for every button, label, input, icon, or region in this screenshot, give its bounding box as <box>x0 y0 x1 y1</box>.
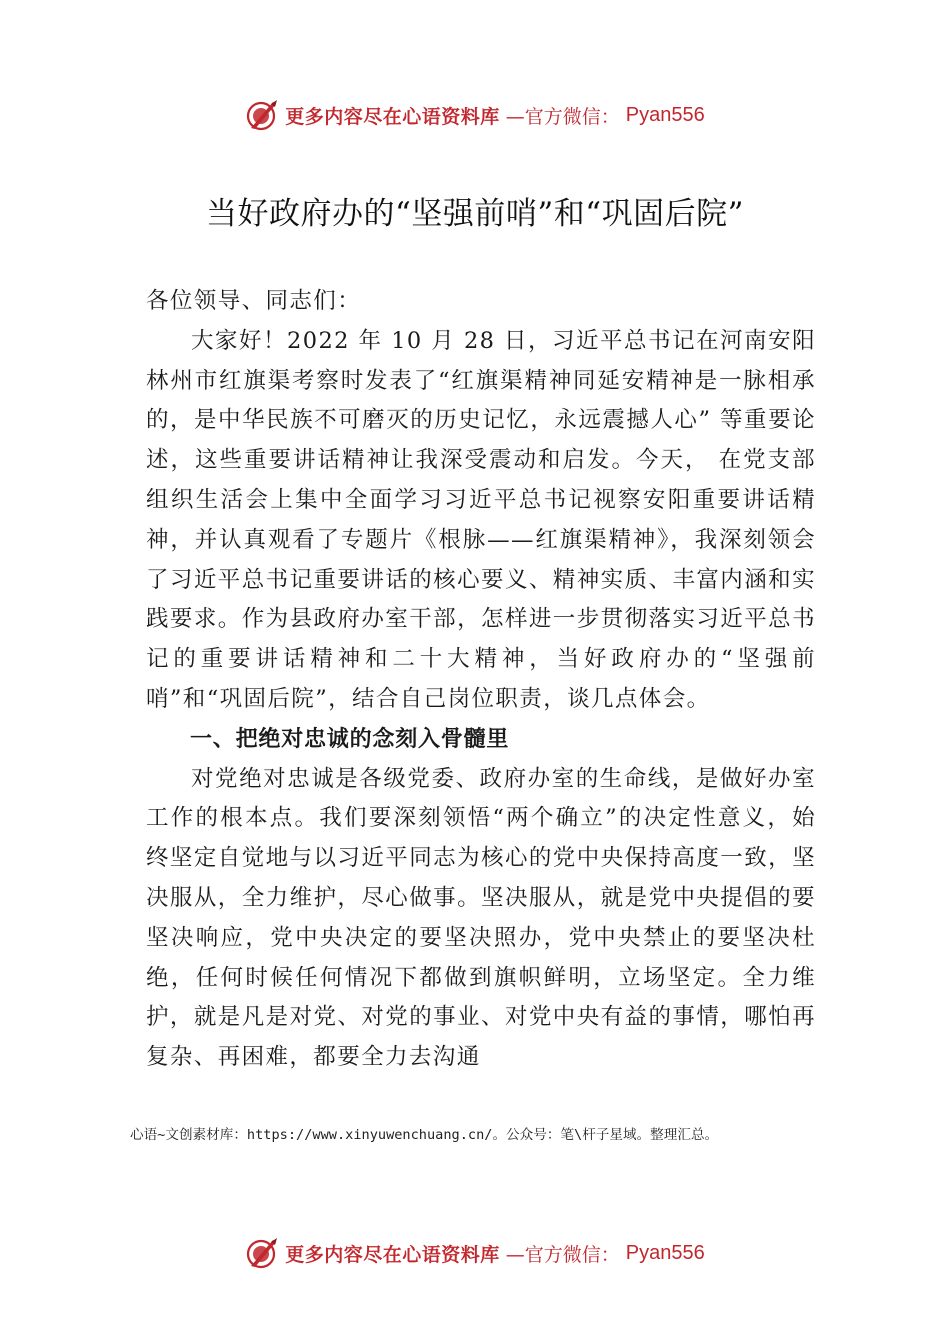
document-title: 当好政府办的“坚强前哨”和“巩固后院” <box>206 196 744 232</box>
document-body <box>146 282 816 1078</box>
banner-separator: —官方微信： <box>505 105 620 128</box>
banner-separator: —官方微信： <box>505 1243 620 1266</box>
banner-text: 更多内容尽在心语资料库 <box>285 1243 500 1266</box>
banner-text: 更多内容尽在心语资料库 <box>285 105 500 128</box>
bottom-banner <box>0 1231 950 1275</box>
quill-seal-icon <box>245 98 279 132</box>
banner-wechat-id: Pyan556 <box>625 1241 705 1264</box>
section-heading: 一、把绝对忠诚的念刻入骨髓里 <box>190 726 510 752</box>
salutation: 各位领导、同志们： <box>146 288 362 314</box>
source-note: 心语~文创素材库：https://www.xinyuwenchuang.cn/。公众号：笔\杆子星域。整理汇总。 <box>130 1127 719 1143</box>
paragraph: 对党绝对忠诚是各级党委、政府办室的生命线，是做好办室工作的根本点。我们要深刻领悟“两个确立”的决定性意义，始终坚定自觉地与以习近平同志为核心的党中央保持高度一致，坚决服从，全力维护，尽心做事。坚决服从，就是党中央提倡的要坚决响应，党中央决定的要坚决照办，党中央禁止的要坚决杜绝，任何时候任何情况下都做到旗帜鲜明，立场坚定。全力维护，就是凡是对党、对党的事业、对党中央有益的事情，哪怕再复杂、再困难，都要全力去沟通 <box>146 765 816 1071</box>
banner-wechat-id: Pyan556 <box>625 103 705 126</box>
top-banner <box>0 93 950 137</box>
paragraph: 大家好！2022 年 10 月 28 日，习近平总书记在河南安阳林州市红旗渠考察时发表了“红旗渠精神同延安精神是一脉相承的，是中华民族不可磨灭的历史记忆，永远震撼人心” 等重要论述，这些重要讲话精神让我深受震动和启发。今天， 在党支部组织生活会上集中全面学习习近平总书记视察安阳重要讲话精神，并认真观看了专题片《根脉——红旗渠精神》，我深刻领会了习近平总书记重要讲话的核心要义、精神实质、丰富内涵和实践要求。作为县政府办室干部，怎样进一步贯彻落实习近平总书记的重要讲话精神和二十大精神，当好政府办的“坚强前哨”和“巩固后院”，结合自己岗位职责，谈几点体会。 <box>146 327 816 712</box>
quill-seal-icon <box>245 1236 279 1270</box>
